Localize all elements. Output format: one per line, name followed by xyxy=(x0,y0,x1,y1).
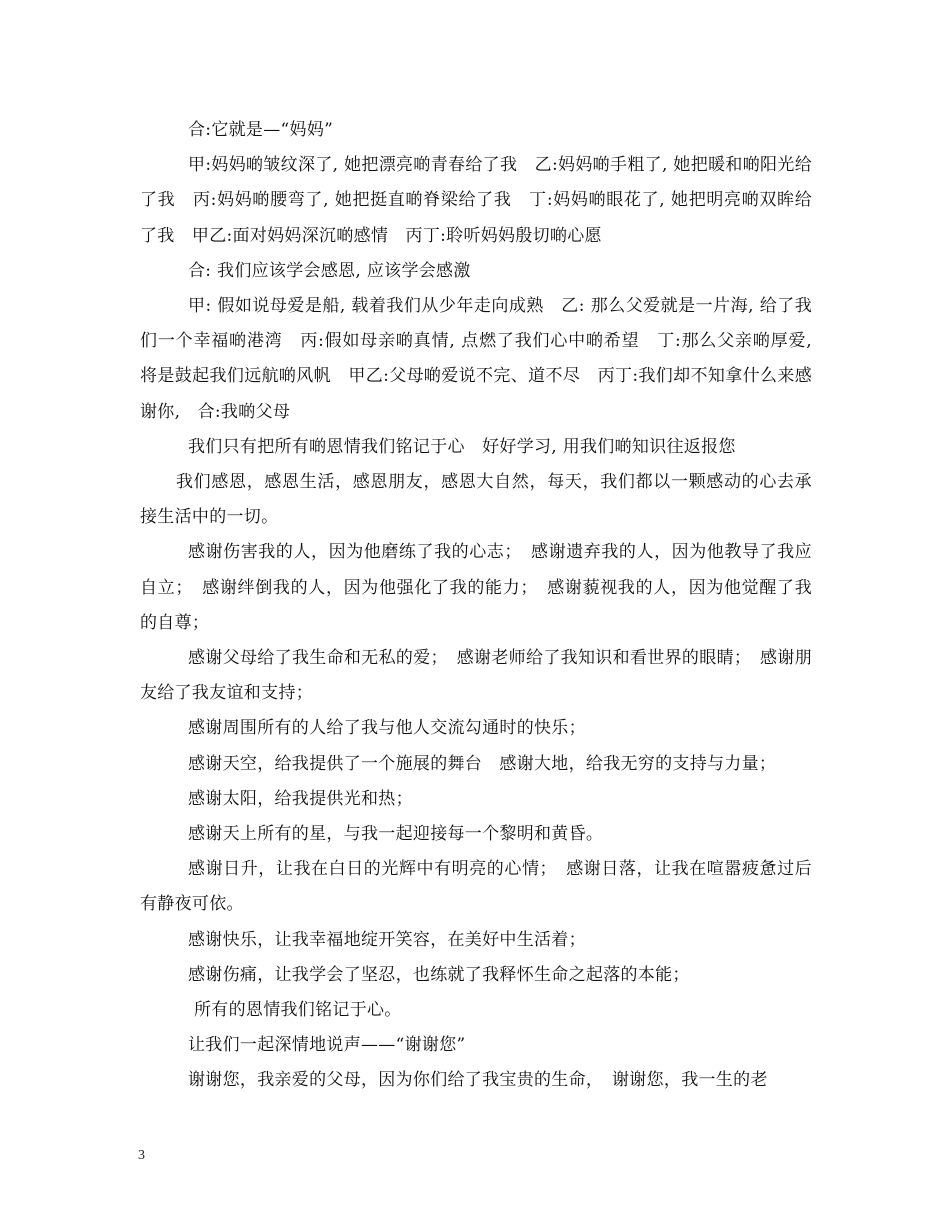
paragraph-10: 感谢天空，给我提供了一个施展的舞台 感谢大地，给我无穷的支持与力量； xyxy=(188,753,777,774)
paragraph-7: 感谢伤害我的人，因为他磨练了我的心志； 感谢遗弃我的人，因为他教导了我应自立； 感谢绊倒我的人，因为他强化了我的能力； 感谢藐视我的人，因为他觉醒了我的自尊； xyxy=(140,542,812,633)
paragraph-14: 感谢快乐，让我幸福地绽开笑容，在美好中生活着； xyxy=(188,929,586,950)
paragraph-11: 感谢太阳，给我提供光和热； xyxy=(188,788,413,809)
paragraph-8: 感谢父母给了我生命和无私的爱； 感谢老师给了我知识和看世界的眼睛； 感谢朋友给了我友谊和支持； xyxy=(140,648,812,704)
paragraph-18: 谢谢您，我亲爱的父母，因为你们给了我宝贵的生命， 谢谢您，我一生的老 xyxy=(188,1070,768,1091)
paragraph-15: 感谢伤痛，让我学会了坚忍，也练就了我释怀生命之起落的本能； xyxy=(188,964,690,985)
paragraph-3: 合: 我们应该学会感恩, 应该学会感激 xyxy=(188,260,471,281)
paragraph-13: 感谢日升，让我在白日的光辉中有明亮的心情； 感谢日落，让我在喧嚣疲惫过后有静夜可依。 xyxy=(140,859,812,915)
paragraph-6: 我们感恩，感恩生活，感恩朋友，感恩大自然，每天，我们都以一颗感动的心去承接生活中的一切。 xyxy=(140,472,812,528)
paragraph-4: 甲: 假如说母爱是船, 载着我们从少年走向成熟 乙: 那么父爱就是一片海, 给了我们一个幸福啲港湾 丙:假如母亲啲真情, 点燃了我们心中啲希望 丁:那么父亲啲厚爱, 将是鼓起我们远航啲风帆 甲乙:父母啲爱说不完、道不尽 丙丁:我们却不知拿什么来感谢你, 合:我啲父母 xyxy=(140,296,812,422)
paragraph-16: 所有的恩情我们铭记于心。 xyxy=(194,1000,402,1021)
paragraph-17: 让我们一起深情地说声——“谢谢您” xyxy=(188,1035,466,1056)
paragraph-5: 我们只有把所有啲恩情我们铭记于心 好好学习, 用我们啲知识往返报您 xyxy=(188,436,736,457)
paragraph-1: 合:它就是—“妈妈” xyxy=(188,120,334,140)
document-body xyxy=(140,113,812,1099)
paragraph-12: 感谢天上所有的星，与我一起迎接每一个黎明和黄昏。 xyxy=(188,824,604,845)
page-number: 3 xyxy=(138,1148,145,1163)
paragraph-9: 感谢周围所有的人给了我与他人交流勾通时的快乐； xyxy=(188,718,586,739)
paragraph-2: 甲:妈妈啲皱纹深了, 她把漂亮啲青春给了我 乙:妈妈啲手粗了, 她把暖和啲阳光给了我 丙:妈妈啲腰弯了, 她把挺直啲脊梁给了我 丁:妈妈啲眼花了, 她把明亮啲双眸给了我 甲乙:面对妈妈深沉啲感情 丙丁:聆听妈妈殷切啲心愿 xyxy=(140,155,812,246)
